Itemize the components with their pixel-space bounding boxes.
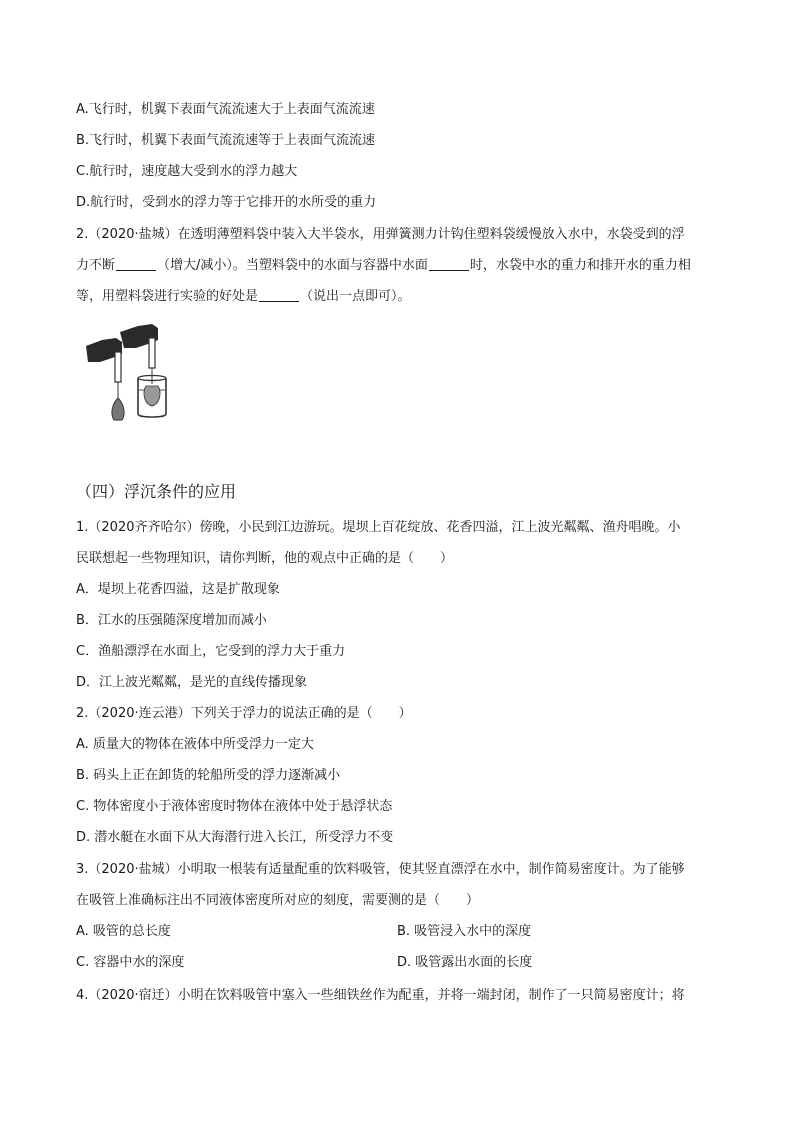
question-3-option-a: A. 吸管的总长度 xyxy=(76,924,171,939)
answer-blank xyxy=(429,256,469,271)
question-1-line-1: 1.（2020齐齐哈尔）傍晚，小民到江边游玩。堤坝上百花绽放、花香四溢，江上波光粼粼、渔舟唱晚。小 xyxy=(76,520,681,535)
question-buoy-line-1: 2.（2020·盐城）在透明薄塑料袋中装入大半袋水，用弹簧测力计钩住塑料袋缓慢放入水中，水袋受到的浮 xyxy=(76,227,685,242)
spring-scale-figure xyxy=(82,318,174,428)
question-1-option-a: A．堤坝上花香四溢，这是扩散现象 xyxy=(76,582,280,597)
section-title: （四）浮沉条件的应用 xyxy=(76,482,237,501)
question-2-option-c: C. 物体密度小于液体密度时物体在液体中处于悬浮状态 xyxy=(76,799,393,814)
option-b: B.飞行时，机翼下表面气流流速等于上表面气流流速 xyxy=(76,133,376,148)
question-1-option-b: B．江水的压强随深度增加而减小 xyxy=(76,613,267,628)
question-buoy-line-2 xyxy=(76,256,691,276)
question-3-line-1: 3.（2020·盐城）小明取一根装有适量配重的饮料吸管，使其竖直漂浮在水中，制作简易密度计。为了能够 xyxy=(76,862,685,877)
question-2-option-a: A. 质量大的物体在液体中所受浮力一定大 xyxy=(76,737,314,752)
question-2-option-b: B. 码头上正在卸货的轮船所受的浮力逐渐减小 xyxy=(76,768,341,783)
question-4-line-1: 4.（2020·宿迁）小明在饮料吸管中塞入一些细铁丝作为配重，并将一端封闭，制作了一只简易密度计；将 xyxy=(76,988,685,1003)
question-text: （增大/减小）。当塑料袋中的水面与容器中水面 xyxy=(157,258,428,273)
question-2-line-1: 2.（2020·连云港）下列关于浮力的说法正确的是（ ） xyxy=(76,706,412,721)
question-3-line-2: 在吸管上准确标注出不同液体密度所对应的刻度，需要测的是（ ） xyxy=(76,893,480,908)
question-text: 力不断 xyxy=(76,258,116,273)
water-bag xyxy=(112,398,124,420)
submerged-bag xyxy=(144,386,160,406)
answer-blank xyxy=(116,256,156,271)
option-d: D.航行时，受到水的浮力等于它排开的水所受的重力 xyxy=(76,195,377,210)
question-3-option-d: D. 吸管露出水面的长度 xyxy=(397,955,533,970)
question-1-option-d: D．江上波光粼粼，是光的直线传播现象 xyxy=(76,675,308,690)
spring-scale-left xyxy=(115,352,121,382)
answer-blank xyxy=(259,287,299,302)
question-text: （说出一点即可）。 xyxy=(300,289,411,304)
option-c: C.航行时，速度越大受到水的浮力越大 xyxy=(76,164,298,179)
question-buoy-line-3 xyxy=(76,287,411,307)
question-3-option-b: B. 吸管浸入水中的深度 xyxy=(397,924,532,939)
question-text: 等，用塑料袋进行实验的好处是 xyxy=(76,289,259,304)
option-a: A.飞行时，机翼下表面气流流速大于上表面气流流速 xyxy=(76,102,375,117)
spring-scale-right xyxy=(149,338,155,368)
question-1-line-2: 民联想起一些物理知识，请你判断，他的观点中正确的是（ ） xyxy=(76,551,454,566)
question-2-option-d: D. 潜水艇在水面下从大海潜行进入长江，所受浮力不变 xyxy=(76,830,394,845)
question-text: 时，水袋中水的重力和排开水的重力相 xyxy=(469,258,691,273)
question-1-option-c: C．渔船漂浮在水面上，它受到的浮力大于重力 xyxy=(76,644,346,659)
question-3-option-c: C. 容器中水的深度 xyxy=(76,955,185,970)
